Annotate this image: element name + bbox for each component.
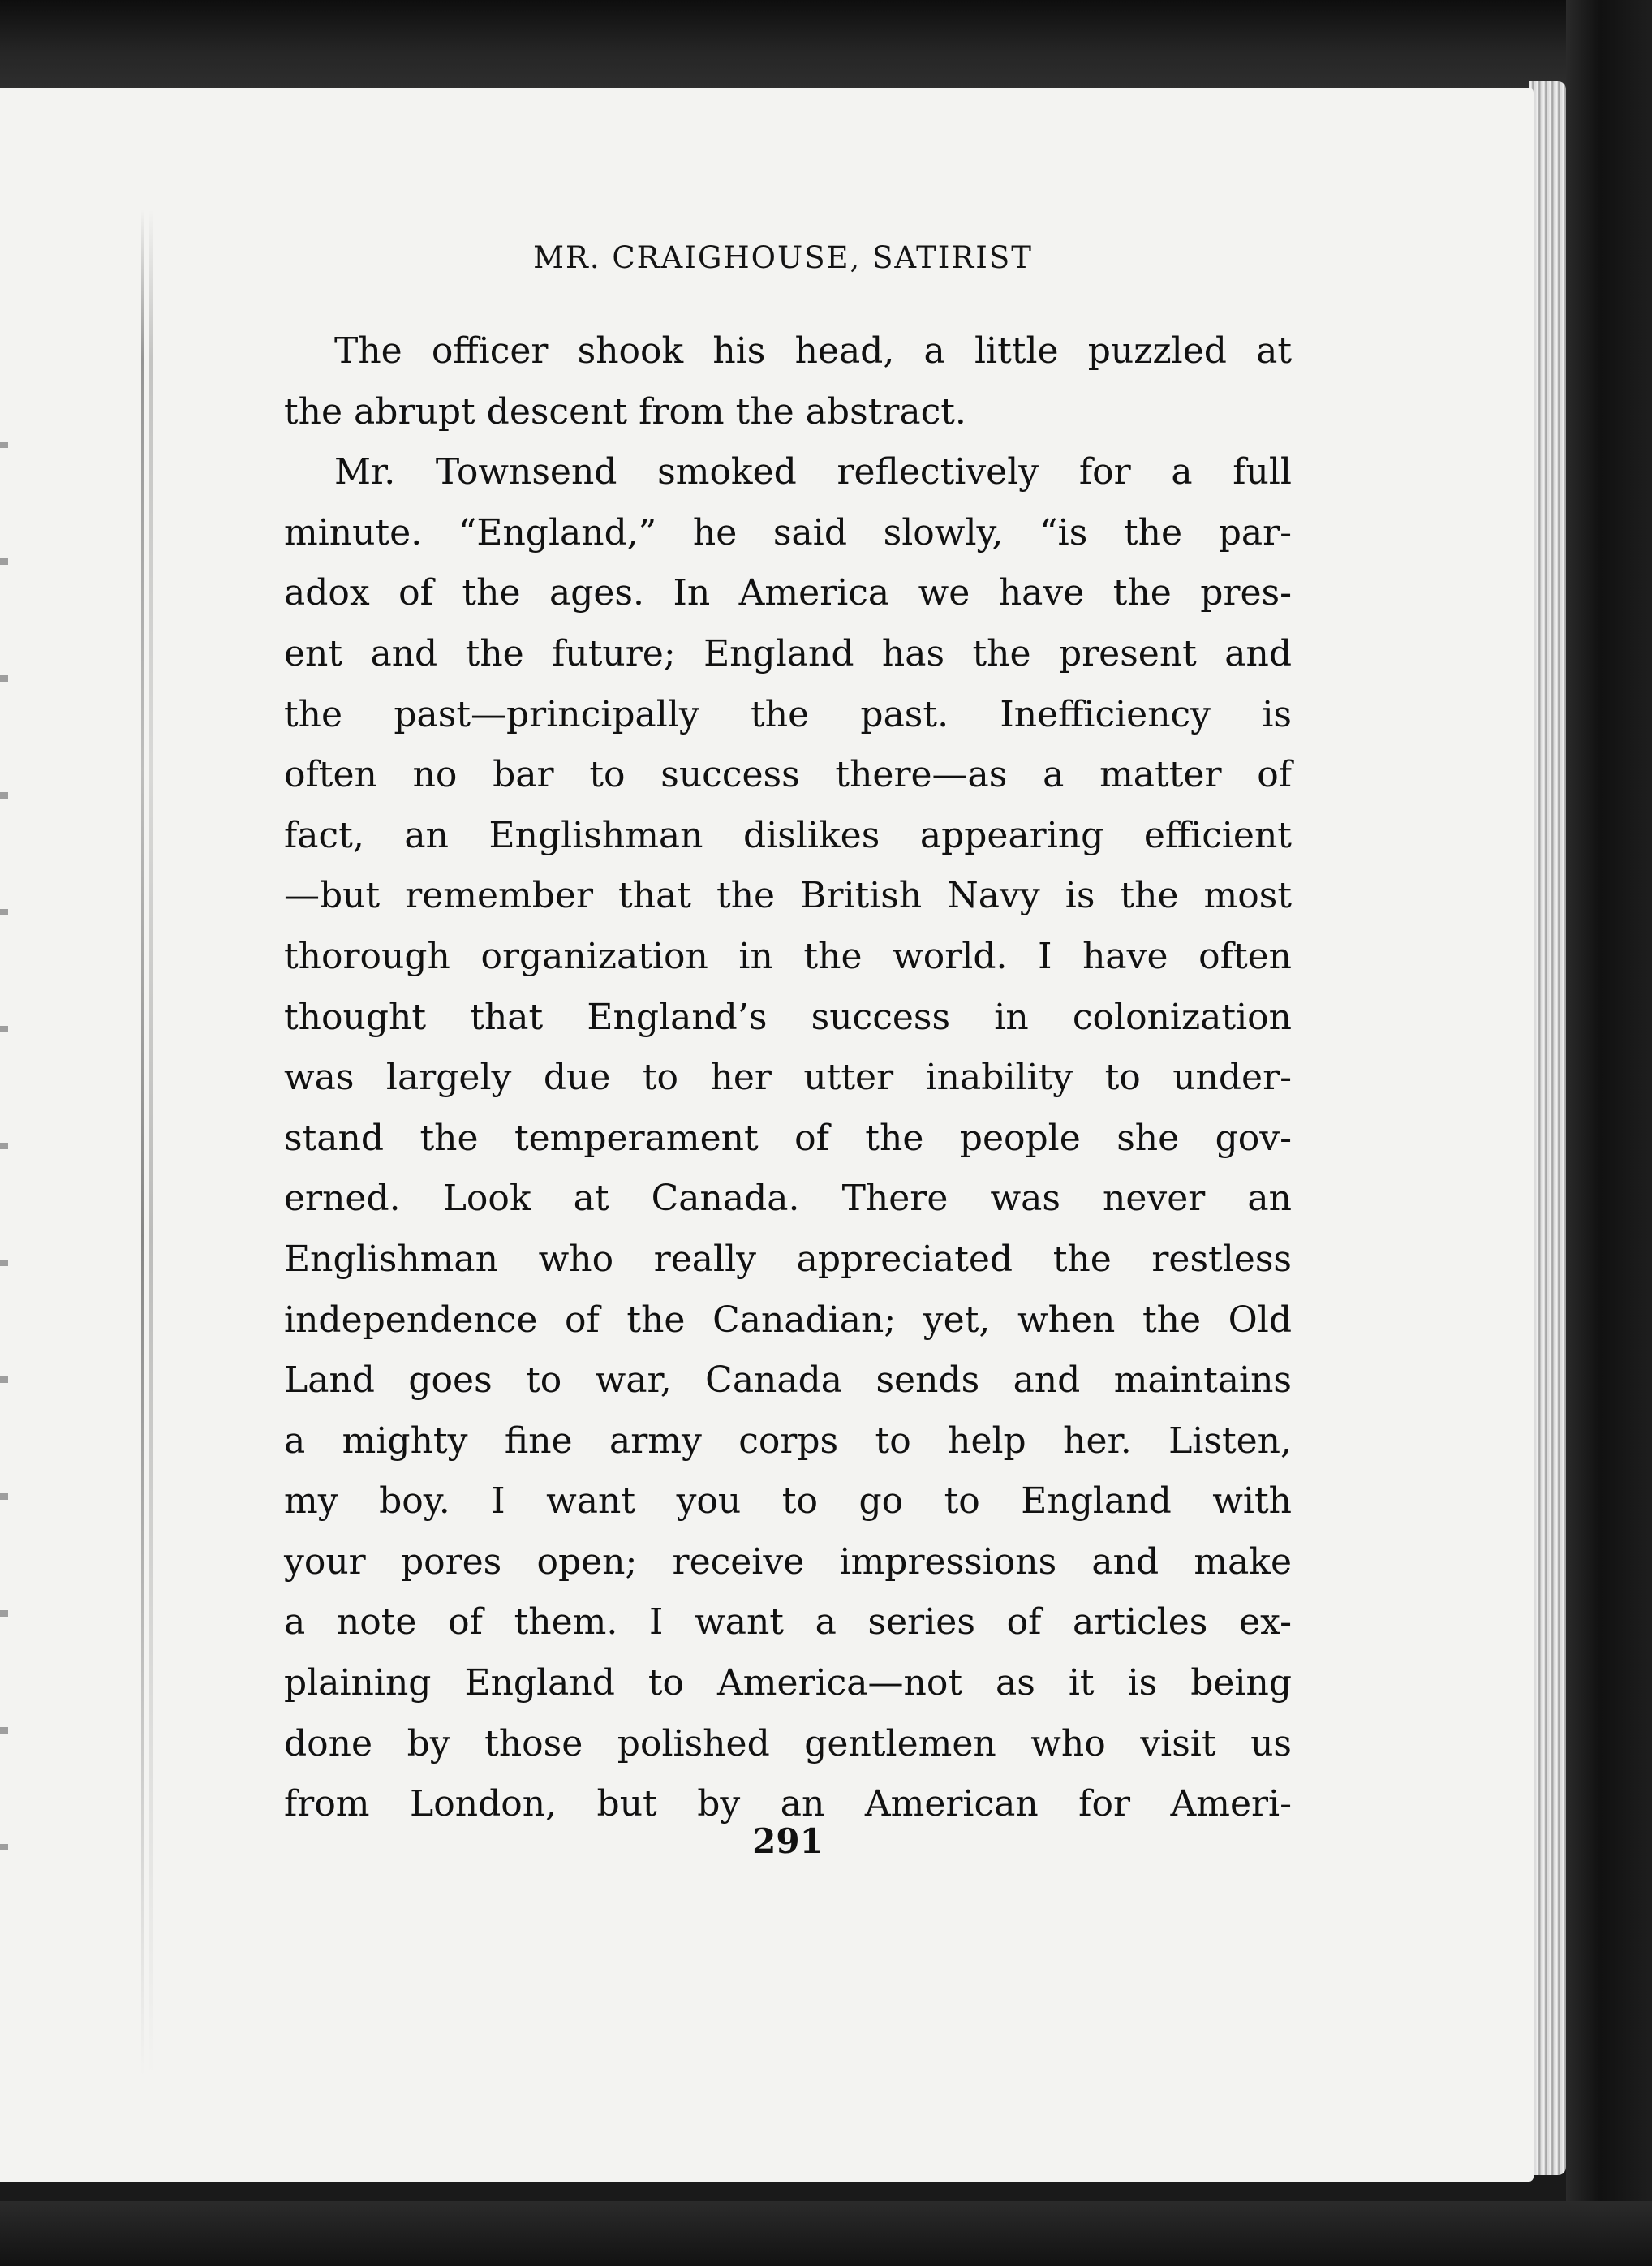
text-line: The officer shook his head, a little puzzled at bbox=[334, 330, 1292, 372]
text-line: plaining England to America—not as it is being bbox=[284, 1662, 1292, 1704]
text-line: the past—principally the past. Inefficiency is bbox=[284, 693, 1292, 735]
text-line: Englishman who really appreciated the restless bbox=[284, 1238, 1292, 1280]
text-line: adox of the ages. In America we have the pres- bbox=[284, 572, 1292, 614]
text-line: from London, but by an American for Ameri- bbox=[284, 1783, 1292, 1825]
text-line: independence of the Canadian; yet, when the Old bbox=[284, 1299, 1292, 1341]
text-line: your pores open; receive impressions and make bbox=[284, 1540, 1292, 1583]
page-number: 291 bbox=[752, 1821, 824, 1861]
text-line: minute. “England,” he said slowly, “is the par- bbox=[284, 511, 1292, 554]
page-edges-stack bbox=[1529, 81, 1566, 2175]
book-cover-bottom-edge bbox=[0, 2201, 1652, 2266]
text-line: done by those polished gentlemen who visit us bbox=[284, 1722, 1292, 1764]
body-text bbox=[284, 321, 1292, 1835]
text-line: a mighty fine army corps to help her. Listen, bbox=[284, 1419, 1292, 1462]
text-line: thorough organization in the world. I have often bbox=[284, 935, 1292, 977]
text-line: stand the temperament of the people she gov- bbox=[284, 1117, 1292, 1159]
text-line: —but remember that the British Navy is the most bbox=[284, 875, 1292, 917]
gutter-shadow-line bbox=[141, 209, 144, 2076]
text-line: Mr. Townsend smoked reflectively for a full bbox=[334, 451, 1292, 493]
book-cover-right-edge bbox=[1566, 0, 1652, 2266]
gutter-shadow-line-secondary bbox=[149, 209, 153, 2076]
book-cover-top-edge bbox=[0, 0, 1652, 89]
text-line: ent and the future; England has the present and bbox=[284, 632, 1292, 674]
text-line: often no bar to success there—as a matter of bbox=[284, 754, 1292, 796]
text-line: was largely due to her utter inability to under- bbox=[284, 1057, 1292, 1099]
text-line: erned. Look at Canada. There was never an bbox=[284, 1178, 1292, 1220]
text-line: a note of them. I want a series of articles ex- bbox=[284, 1601, 1292, 1643]
text-line: fact, an Englishman dislikes appearing efficient bbox=[284, 814, 1292, 856]
text-line: the abrupt descent from the abstract. bbox=[284, 390, 966, 433]
text-line: my boy. I want you to go to England with bbox=[284, 1480, 1292, 1523]
text-line: Land goes to war, Canada sends and maintains bbox=[284, 1359, 1292, 1402]
running-head: MR. CRAIGHOUSE, SATIRIST bbox=[533, 240, 1033, 275]
binding-stitch-marks bbox=[0, 331, 8, 1873]
text-line: thought that England’s success in colonization bbox=[284, 996, 1292, 1038]
